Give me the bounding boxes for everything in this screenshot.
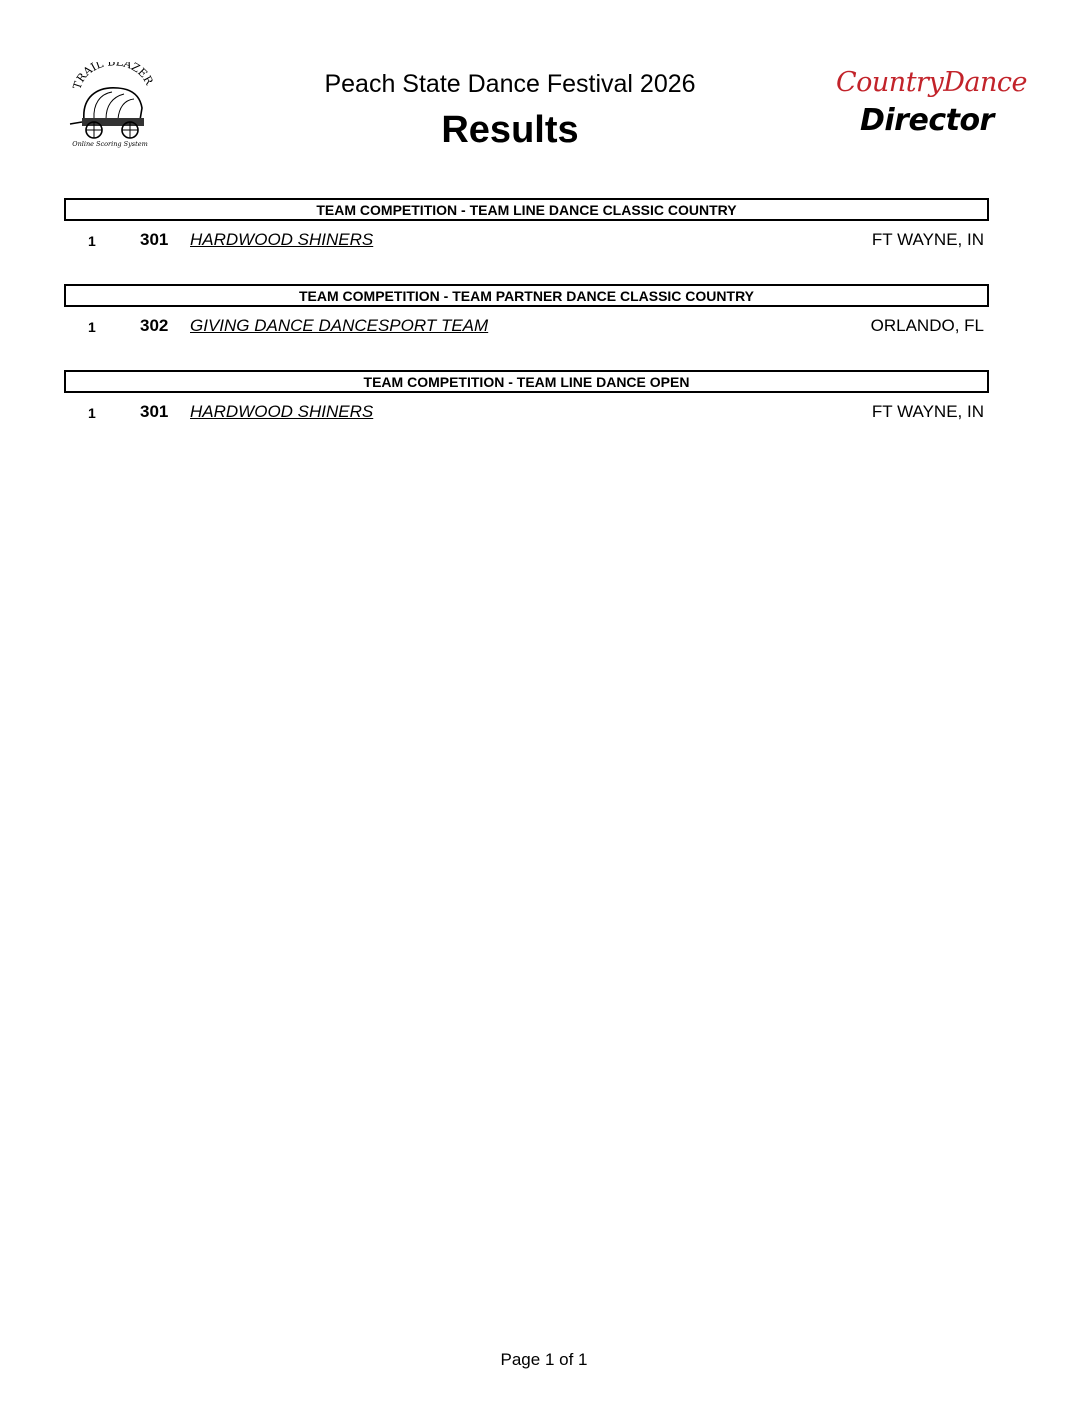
entry-number: 301 — [140, 230, 169, 249]
page-header — [0, 0, 1088, 170]
entry-location: FT WAYNE, IN — [871, 230, 984, 249]
entry-location: ORLANDO, FL — [870, 316, 984, 335]
entry-place: 1 — [88, 233, 96, 249]
entry-team-link[interactable]: GIVING DANCE DANCESPORT TEAM — [190, 316, 489, 335]
entry-team-link[interactable]: HARDWOOD SHINERS — [190, 230, 374, 249]
trail-blazer-subtext: Online Scoring System — [72, 140, 148, 148]
section-header: TEAM COMPETITION - TEAM LINE DANCE OPEN — [64, 370, 989, 393]
logo-line-director: Director — [860, 103, 994, 138]
result-entry — [64, 393, 989, 433]
section-header: TEAM COMPETITION - TEAM PARTNER DANCE CLASSIC COUNTRY — [64, 284, 989, 307]
result-entry — [64, 221, 989, 261]
covered-wagon-icon — [66, 62, 156, 152]
entry-place: 1 — [88, 405, 96, 421]
results-section — [64, 198, 989, 261]
entry-team-link[interactable]: HARDWOOD SHINERS — [190, 402, 374, 421]
result-entry — [64, 307, 989, 347]
country-dance-director-logo — [832, 66, 1027, 142]
section-header: TEAM COMPETITION - TEAM LINE DANCE CLASSIC COUNTRY — [64, 198, 989, 221]
trail-blazer-logo — [66, 62, 156, 152]
page-heading: Results — [441, 109, 579, 151]
results-list — [64, 198, 989, 456]
svg-text:TRAIL BLAZER: TRAIL BLAZER — [70, 62, 156, 91]
results-section — [64, 284, 989, 347]
event-title: Peach State Dance Festival 2026 — [324, 70, 696, 98]
entry-place: 1 — [88, 319, 96, 335]
entry-number: 301 — [140, 402, 169, 421]
page-number: Page 1 of 1 — [500, 1350, 588, 1369]
entry-number: 302 — [140, 316, 169, 335]
logo-line-countrydance: CountryDance — [836, 67, 1027, 98]
entry-location: FT WAYNE, IN — [871, 402, 984, 421]
results-section — [64, 370, 989, 433]
